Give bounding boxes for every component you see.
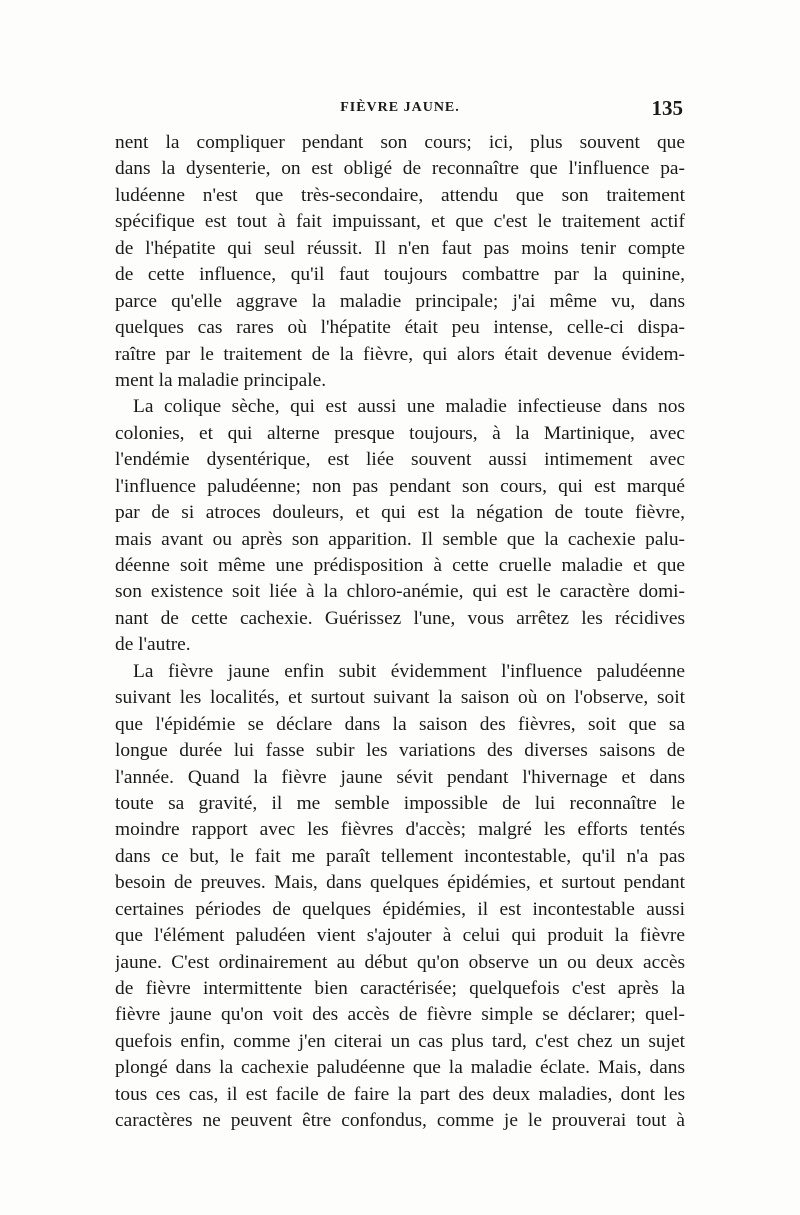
text-line: toute sa gravité, il me semble impossible de lui reconnaître le <box>115 792 685 814</box>
running-head <box>115 96 685 122</box>
text-line: raître par le traitement de la fièvre, qui alors était devenue évidem- <box>115 343 685 365</box>
text-line: parce qu'elle aggrave la maladie principale; j'ai même vu, dans <box>115 290 685 312</box>
text-line: suivant les localités, et surtout suivant la saison où on l'observe, soit <box>115 687 685 709</box>
text-line: par de si atroces douleurs, et qui est la négation de toute fièvre, <box>115 502 685 524</box>
text-line: quefois enfin, comme j'en citerai un cas plus tard, c'est chez un sujet <box>115 1030 685 1052</box>
text-line: besoin de preuves. Mais, dans quelques épidémies, et surtout pendant <box>115 872 685 894</box>
text-line: son existence soit liée à la chloro-anémie, qui est le caractère domi- <box>115 581 685 603</box>
text-line: La fièvre jaune enfin subit évidemment l'influence paludéenne <box>133 660 685 682</box>
text-line: moindre rapport avec les fièvres d'accès; malgré les efforts tentés <box>115 819 685 841</box>
text-line: caractères ne peuvent être confondus, comme je le prouverai tout à <box>115 1110 685 1132</box>
body-text <box>115 130 685 1135</box>
text-line: de l'autre. <box>115 634 191 656</box>
text-line: fièvre jaune qu'on voit des accès de fièvre simple se déclarer; quel- <box>115 1004 685 1026</box>
running-title: FIÈVRE JAUNE. <box>340 100 460 115</box>
text-line: l'année. Quand la fièvre jaune sévit pendant l'hivernage et dans <box>115 766 685 788</box>
text-line: l'endémie dysentérique, est liée souvent aussi intimement avec <box>115 449 685 471</box>
text-line: quelques cas rares où l'hépatite était peu intense, celle-ci dispa- <box>115 317 685 339</box>
text-line: de fièvre intermittente bien caractérisée; quelquefois c'est après la <box>115 978 685 999</box>
text-line: l'influence paludéenne; non pas pendant son cours, qui est marqué <box>115 475 685 497</box>
text-line: déenne soit même une prédisposition à cette cruelle maladie et que <box>115 555 685 576</box>
text-line: longue durée lui fasse subir les variations des diverses saisons de <box>115 740 685 762</box>
text-line: que l'épidémie se déclare dans la saison des fièvres, soit que sa <box>115 713 685 735</box>
page-number: 135 <box>651 96 683 120</box>
text-line: nant de cette cachexie. Guérissez l'une, vous arrêtez les récidives <box>115 607 685 629</box>
text-line: ment la maladie principale. <box>115 369 327 391</box>
text-line: nent la compliquer pendant son cours; ici, plus souvent que <box>115 132 685 153</box>
text-line: tous ces cas, il est facile de faire la part des deux maladies, dont les <box>115 1083 685 1105</box>
text-line: de l'hépatite qui seul réussit. Il n'en faut pas moins tenir compte <box>115 237 685 259</box>
text-line: colonies, et qui alterne presque toujours, à la Martinique, avec <box>115 422 685 444</box>
paragraph-fievre-jaune <box>115 659 685 1135</box>
text-line: plongé dans la cachexie paludéenne que la maladie éclate. Mais, dans <box>115 1057 685 1079</box>
paragraph-colique-seche <box>115 394 685 658</box>
paragraph-hepatite <box>115 130 685 394</box>
text-line: ludéenne n'est que très-secondaire, attendu que son traitement <box>115 184 685 206</box>
text-line: dans la dysenterie, on est obligé de reconnaître que l'influence pa- <box>115 158 685 180</box>
text-line: que l'élément paludéen vient s'ajouter à celui qui produit la fièvre <box>115 925 685 947</box>
text-line: de cette influence, qu'il faut toujours combattre par la quinine, <box>115 264 685 286</box>
text-line: certaines périodes de quelques épidémies, il est incontestable aussi <box>115 898 685 920</box>
text-line: mais avant ou après son apparition. Il semble que la cachexie palu- <box>115 528 685 550</box>
text-line: dans ce but, le fait me paraît tellement incontestable, qu'il n'a pas <box>115 845 685 867</box>
text-line: jaune. C'est ordinairement au début qu'on observe un ou deux accès <box>115 951 685 973</box>
text-line: spécifique est tout à fait impuissant, et que c'est le traitement actif <box>115 211 685 233</box>
text-line: La colique sèche, qui est aussi une maladie infectieuse dans nos <box>133 396 685 418</box>
